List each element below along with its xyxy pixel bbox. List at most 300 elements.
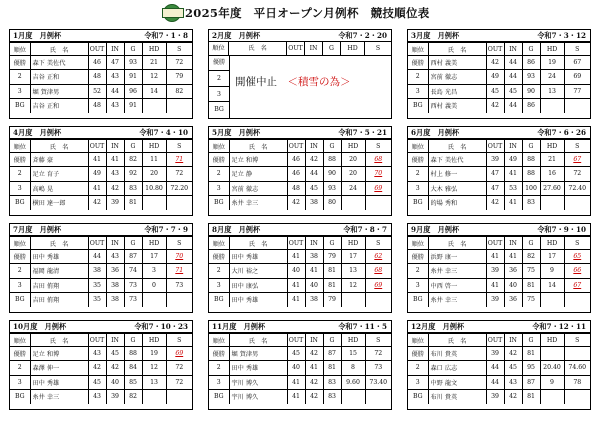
out-score-cell: 49 xyxy=(88,167,106,181)
out-score-cell: 41 xyxy=(486,250,504,264)
player-name-cell: 吉田 侑翔 xyxy=(30,292,88,306)
out-score-cell: 42 xyxy=(88,361,106,375)
out-score-cell: 42 xyxy=(486,195,504,209)
column-header: IN xyxy=(504,237,522,250)
in-score-cell: 39 xyxy=(106,389,124,403)
out-score-cell: 41 xyxy=(287,278,305,292)
panel-title: 11月度 月例杯 xyxy=(212,322,266,331)
player-name-cell: 森口 広志 xyxy=(428,361,486,375)
handicap-cell xyxy=(142,389,166,403)
column-header: HD xyxy=(540,43,564,56)
handicap-cell: 19 xyxy=(540,56,564,70)
month-panel xyxy=(407,320,591,410)
in-score-cell: 36 xyxy=(106,264,124,278)
in-score-cell: 41 xyxy=(504,250,522,264)
out-score-cell: 35 xyxy=(88,278,106,292)
net-score-cell: 67 xyxy=(564,56,590,70)
results-grid xyxy=(9,29,591,414)
panel-date: 令和7・9・10 xyxy=(537,225,586,234)
out-score-cell: 46 xyxy=(88,56,106,70)
in-score-cell: 45 xyxy=(106,347,124,361)
in-score-cell: 42 xyxy=(305,375,323,389)
handicap-cell xyxy=(142,292,166,306)
column-header: IN xyxy=(106,43,124,56)
net-score-cell xyxy=(365,292,391,306)
handicap-cell xyxy=(540,389,564,403)
gross-cell: 81 xyxy=(323,264,341,278)
net-score-cell xyxy=(166,292,192,306)
column-header: IN xyxy=(305,140,323,153)
column-header: IN xyxy=(106,140,124,153)
player-name-cell: 吉谷 正和 xyxy=(30,98,88,112)
panel-title: 8月度 月例杯 xyxy=(212,225,261,234)
handicap-cell: 20 xyxy=(341,167,365,181)
column-header-row xyxy=(408,140,590,153)
panel-header xyxy=(10,321,192,333)
column-header-row xyxy=(408,334,590,347)
player-name-cell: 堀 賀津男 xyxy=(229,347,287,361)
rank-cell: BG xyxy=(10,195,30,209)
club-logo-icon xyxy=(163,4,181,22)
rank-cell: BG xyxy=(209,292,229,306)
net-score-cell: 72 xyxy=(365,347,391,361)
net-score-cell xyxy=(166,98,192,112)
rank-cell: 2 xyxy=(209,361,229,375)
column-header-row xyxy=(10,237,192,250)
player-name-cell: 浜野 康一 xyxy=(428,250,486,264)
results-table xyxy=(209,236,391,307)
rank-cell: BG xyxy=(209,389,229,403)
player-name-cell: 足立 育子 xyxy=(30,167,88,181)
in-score-cell: 41 xyxy=(504,167,522,181)
net-score-cell xyxy=(564,292,590,306)
out-score-cell: 47 xyxy=(486,167,504,181)
column-header-row xyxy=(10,334,192,347)
handicap-cell: 13 xyxy=(341,264,365,278)
net-score-cell xyxy=(365,389,391,403)
in-score-cell: 36 xyxy=(504,292,522,306)
player-name-cell: 西村 義美 xyxy=(428,56,486,70)
gross-cell: 91 xyxy=(124,98,142,112)
player-name-cell: 吉田 侑翔 xyxy=(30,278,88,292)
gross-cell: 73 xyxy=(124,278,142,292)
column-header: 順位 xyxy=(209,140,229,153)
column-header: HD xyxy=(142,334,166,347)
in-score-cell: 38 xyxy=(106,292,124,306)
column-header: S xyxy=(166,237,192,250)
panel-title: 2月度 月例杯 xyxy=(212,31,261,40)
gross-cell: 74 xyxy=(124,264,142,278)
column-header: OUT xyxy=(287,237,305,250)
out-score-cell: 44 xyxy=(486,375,504,389)
out-score-cell: 45 xyxy=(88,375,106,389)
rank-cell: 2 xyxy=(10,264,30,278)
table-row xyxy=(10,292,192,306)
out-score-cell: 43 xyxy=(88,389,106,403)
column-header: IN xyxy=(504,140,522,153)
column-header: IN xyxy=(504,43,522,56)
player-name-cell: 森下 美佐代 xyxy=(428,153,486,167)
table-row xyxy=(10,264,192,278)
column-header: 順位 xyxy=(408,43,428,56)
handicap-cell xyxy=(540,292,564,306)
in-score-cell: 38 xyxy=(106,278,124,292)
column-header: 順位 xyxy=(209,42,229,55)
column-header: 順位 xyxy=(408,237,428,250)
rank-cell: 2 xyxy=(408,167,428,181)
gross-cell: 86 xyxy=(522,98,540,112)
rank-cell: 2 xyxy=(209,264,229,278)
table-row xyxy=(10,84,192,98)
rank-cell: 優勝 xyxy=(408,153,428,167)
gross-cell: 85 xyxy=(124,375,142,389)
player-name-cell: 宇川 博久 xyxy=(229,375,287,389)
panel-date: 令和7・11・5 xyxy=(338,322,387,331)
rank-cell: 優勝 xyxy=(10,56,30,70)
handicap-cell: 3 xyxy=(142,264,166,278)
column-header: OUT xyxy=(287,42,305,55)
rank-cell: 優勝 xyxy=(408,250,428,264)
month-panel xyxy=(407,223,591,313)
out-score-cell: 38 xyxy=(88,264,106,278)
column-header: HD xyxy=(341,140,365,153)
results-table xyxy=(209,333,391,404)
in-score-cell: 42 xyxy=(305,389,323,403)
out-score-cell: 44 xyxy=(88,250,106,264)
table-row xyxy=(408,70,590,84)
player-name-cell: 西村 義美 xyxy=(428,98,486,112)
rank-cell: 3 xyxy=(408,84,428,98)
table-row xyxy=(408,347,590,361)
column-header: HD xyxy=(341,237,365,250)
gross-cell: 81 xyxy=(522,347,540,361)
player-name-cell: 堀 賀津男 xyxy=(30,84,88,98)
column-header: 氏 名 xyxy=(30,140,88,153)
table-row xyxy=(209,181,391,195)
table-row xyxy=(408,278,590,292)
panel-title: 7月度 月例杯 xyxy=(13,225,62,234)
column-header: OUT xyxy=(486,140,504,153)
net-score-cell: 70 xyxy=(365,167,391,181)
handicap-cell xyxy=(142,195,166,209)
table-row xyxy=(408,361,590,375)
player-name-cell: 森下 美佐代 xyxy=(30,56,88,70)
panel-date: 令和7・7・9 xyxy=(144,225,188,234)
rank-cell: 3 xyxy=(209,181,229,195)
net-score-cell: 73 xyxy=(365,361,391,375)
player-name-cell: 糸井 幸三 xyxy=(428,264,486,278)
column-header: 氏 名 xyxy=(229,42,287,55)
rank-cell: 2 xyxy=(10,70,30,84)
out-score-cell: 41 xyxy=(486,278,504,292)
column-header: IN xyxy=(305,42,323,55)
out-score-cell: 47 xyxy=(486,181,504,195)
panel-title: 1月度 月例杯 xyxy=(13,31,62,40)
rank-cell: 3 xyxy=(408,181,428,195)
table-row xyxy=(10,278,192,292)
net-score-cell: 72 xyxy=(564,167,590,181)
rank-cell: 2 xyxy=(408,361,428,375)
handicap-cell xyxy=(341,292,365,306)
handicap-cell xyxy=(341,389,365,403)
in-score-cell: 40 xyxy=(106,375,124,389)
handicap-cell: 20.40 xyxy=(540,361,564,375)
handicap-cell xyxy=(540,347,564,361)
table-row xyxy=(10,347,192,361)
column-header: IN xyxy=(106,334,124,347)
handicap-cell: 16 xyxy=(540,167,564,181)
gross-cell: 95 xyxy=(522,361,540,375)
panel-date: 令和7・4・10 xyxy=(139,128,188,137)
net-score-cell: 67 xyxy=(564,278,590,292)
cancelled-label: 開催中止 xyxy=(235,76,288,88)
rank-cell: BG xyxy=(408,195,428,209)
out-score-cell: 40 xyxy=(287,361,305,375)
column-header: 氏 名 xyxy=(30,43,88,56)
panel-date: 令和7・12・11 xyxy=(532,322,586,331)
net-score-cell: 68 xyxy=(365,153,391,167)
column-header: HD xyxy=(341,334,365,347)
out-score-cell: 39 xyxy=(486,347,504,361)
column-header: OUT xyxy=(88,334,106,347)
results-table xyxy=(10,333,192,404)
panel-date: 令和7・5・21 xyxy=(338,128,387,137)
panel-title: 12月度 月例杯 xyxy=(411,322,465,331)
player-name-cell: 宇川 博久 xyxy=(229,389,287,403)
table-row xyxy=(209,389,391,403)
cancelled-notice xyxy=(235,74,351,89)
rank-cell: 3 xyxy=(408,278,428,292)
panel-header xyxy=(408,30,590,42)
handicap-cell: 19 xyxy=(142,347,166,361)
in-score-cell: 40 xyxy=(504,278,522,292)
in-score-cell: 36 xyxy=(504,264,522,278)
net-score-cell: 66 xyxy=(564,264,590,278)
in-score-cell: 41 xyxy=(305,264,323,278)
net-score-cell: 72 xyxy=(166,56,192,70)
gross-cell: 87 xyxy=(522,375,540,389)
out-score-cell: 35 xyxy=(88,292,106,306)
panel-date: 令和7・3・12 xyxy=(537,31,586,40)
table-row xyxy=(209,153,391,167)
in-score-cell: 41 xyxy=(504,195,522,209)
net-score-cell: 78 xyxy=(564,375,590,389)
column-header: S xyxy=(166,43,192,56)
table-row xyxy=(209,292,391,306)
month-panel xyxy=(9,223,193,313)
net-score-cell xyxy=(166,389,192,403)
net-score-cell: 72 xyxy=(166,361,192,375)
column-header: G xyxy=(323,140,341,153)
results-table xyxy=(10,42,192,113)
column-header: HD xyxy=(142,43,166,56)
rank-cell: 優勝 xyxy=(10,250,30,264)
column-header: S xyxy=(365,237,391,250)
column-header: 氏 名 xyxy=(229,237,287,250)
in-score-cell: 42 xyxy=(106,181,124,195)
panel-header xyxy=(10,224,192,236)
player-name-cell: 村上 修一 xyxy=(428,167,486,181)
month-panel xyxy=(9,320,193,410)
column-header: G xyxy=(124,334,142,347)
handicap-cell: 9 xyxy=(540,375,564,389)
page-header xyxy=(0,0,600,24)
in-score-cell: 42 xyxy=(106,361,124,375)
column-header: IN xyxy=(305,237,323,250)
player-name-cell: 森澤 伸一 xyxy=(30,361,88,375)
handicap-cell: 24 xyxy=(341,181,365,195)
rank-cell: 3 xyxy=(408,375,428,389)
handicap-cell: 17 xyxy=(341,250,365,264)
player-name-cell: 田中 秀雄 xyxy=(229,361,287,375)
panel-header xyxy=(408,127,590,139)
in-score-cell: 41 xyxy=(305,361,323,375)
handicap-cell: 21 xyxy=(142,56,166,70)
out-score-cell: 46 xyxy=(287,153,305,167)
panel-title: 10月度 月例杯 xyxy=(13,322,67,331)
rank-cell: 2 xyxy=(209,167,229,181)
in-score-cell: 43 xyxy=(106,167,124,181)
net-score-cell: 69 xyxy=(365,181,391,195)
in-score-cell: 49 xyxy=(504,153,522,167)
gross-cell: 92 xyxy=(124,167,142,181)
player-name-cell: 長島 光昌 xyxy=(428,84,486,98)
gross-cell: 86 xyxy=(522,56,540,70)
gross-cell: 100 xyxy=(522,181,540,195)
player-name-cell: 田中 秀雄 xyxy=(229,292,287,306)
gross-cell: 75 xyxy=(522,264,540,278)
column-header: 順位 xyxy=(408,334,428,347)
cancel-reason: ＜積雪の為＞ xyxy=(287,76,351,88)
column-header: 氏 名 xyxy=(428,334,486,347)
table-row xyxy=(10,153,192,167)
handicap-cell: 10.80 xyxy=(142,181,166,195)
handicap-cell: 12 xyxy=(142,361,166,375)
out-score-cell: 39 xyxy=(486,264,504,278)
month-panel xyxy=(208,223,392,313)
table-row xyxy=(209,361,391,375)
column-header: G xyxy=(323,237,341,250)
column-header: HD xyxy=(142,237,166,250)
gross-cell: 79 xyxy=(323,292,341,306)
player-name-cell: 布川 貴英 xyxy=(428,347,486,361)
in-score-cell: 38 xyxy=(305,292,323,306)
table-row xyxy=(408,389,590,403)
net-score-cell: 71 xyxy=(166,153,192,167)
net-score-cell xyxy=(166,195,192,209)
net-score-cell: 69 xyxy=(365,278,391,292)
column-header: G xyxy=(124,140,142,153)
out-score-cell: 48 xyxy=(88,70,106,84)
out-score-cell: 39 xyxy=(486,292,504,306)
month-panel xyxy=(407,29,591,119)
month-panel xyxy=(208,29,392,119)
column-header: OUT xyxy=(88,43,106,56)
out-score-cell: 45 xyxy=(486,84,504,98)
table-row xyxy=(408,195,590,209)
player-name-cell: 高嶋 晃 xyxy=(30,181,88,195)
column-header: G xyxy=(522,237,540,250)
gross-cell: 87 xyxy=(124,250,142,264)
panel-date: 令和7・6・26 xyxy=(537,128,586,137)
rank-cell: 優勝 xyxy=(10,347,30,361)
in-score-cell: 45 xyxy=(504,84,522,98)
panel-header xyxy=(209,321,391,333)
handicap-cell: 20 xyxy=(341,153,365,167)
rank-cell: 2 xyxy=(408,70,428,84)
handicap-cell: 9 xyxy=(540,264,564,278)
column-header: 順位 xyxy=(10,334,30,347)
panel-title: 4月度 月例杯 xyxy=(13,128,62,137)
table-row xyxy=(209,278,391,292)
handicap-cell: 14 xyxy=(142,84,166,98)
table-row xyxy=(408,264,590,278)
column-header: 氏 名 xyxy=(229,334,287,347)
out-score-cell: 41 xyxy=(88,181,106,195)
in-score-cell: 42 xyxy=(305,153,323,167)
column-header: HD xyxy=(540,140,564,153)
panel-title: 9月度 月例杯 xyxy=(411,225,460,234)
column-header: 氏 名 xyxy=(428,43,486,56)
handicap-cell: 24 xyxy=(540,70,564,84)
player-name-cell: 田中 秀雄 xyxy=(30,375,88,389)
panel-date: 令和7・1・8 xyxy=(144,31,188,40)
table-row xyxy=(10,56,192,70)
gross-cell: 79 xyxy=(323,250,341,264)
rank-cell: 優勝 xyxy=(209,153,229,167)
gross-cell: 88 xyxy=(522,153,540,167)
column-header: HD xyxy=(540,237,564,250)
gross-cell: 82 xyxy=(124,389,142,403)
rank-cell: 3 xyxy=(209,375,229,389)
handicap-cell: 21 xyxy=(540,153,564,167)
table-row xyxy=(10,167,192,181)
in-score-cell: 43 xyxy=(106,250,124,264)
net-score-cell: 82 xyxy=(166,84,192,98)
gross-cell: 83 xyxy=(124,181,142,195)
column-header: IN xyxy=(504,334,522,347)
panel-header xyxy=(209,30,391,42)
rank-cell: 2 xyxy=(10,361,30,375)
player-name-cell: 福岡 龍清 xyxy=(30,264,88,278)
rank-cell: BG xyxy=(10,98,30,112)
gross-cell: 90 xyxy=(522,84,540,98)
panel-date: 令和7・10・23 xyxy=(134,322,188,331)
panel-header xyxy=(408,224,590,236)
out-score-cell: 52 xyxy=(88,84,106,98)
gross-cell: 87 xyxy=(323,347,341,361)
player-name-cell: 横田 達一郎 xyxy=(30,195,88,209)
net-score-cell: 72.20 xyxy=(166,181,192,195)
column-header: G xyxy=(323,334,341,347)
column-header-row xyxy=(408,43,590,56)
column-header: 氏 名 xyxy=(30,237,88,250)
rank-cell: 3 xyxy=(10,278,30,292)
out-score-cell: 48 xyxy=(88,98,106,112)
panel-date: 令和7・2・20 xyxy=(338,31,387,40)
player-name-cell: 中西 啓一 xyxy=(428,278,486,292)
column-header-row xyxy=(209,42,391,56)
in-score-cell: 39 xyxy=(106,195,124,209)
table-row xyxy=(209,347,391,361)
out-score-cell: 41 xyxy=(88,153,106,167)
player-name-cell: 的場 秀和 xyxy=(428,195,486,209)
column-header: 氏 名 xyxy=(229,140,287,153)
rank-cell: 優勝 xyxy=(209,250,229,264)
column-header: 順位 xyxy=(10,43,30,56)
rank-cell: BG xyxy=(408,389,428,403)
net-score-cell: 77 xyxy=(564,84,590,98)
